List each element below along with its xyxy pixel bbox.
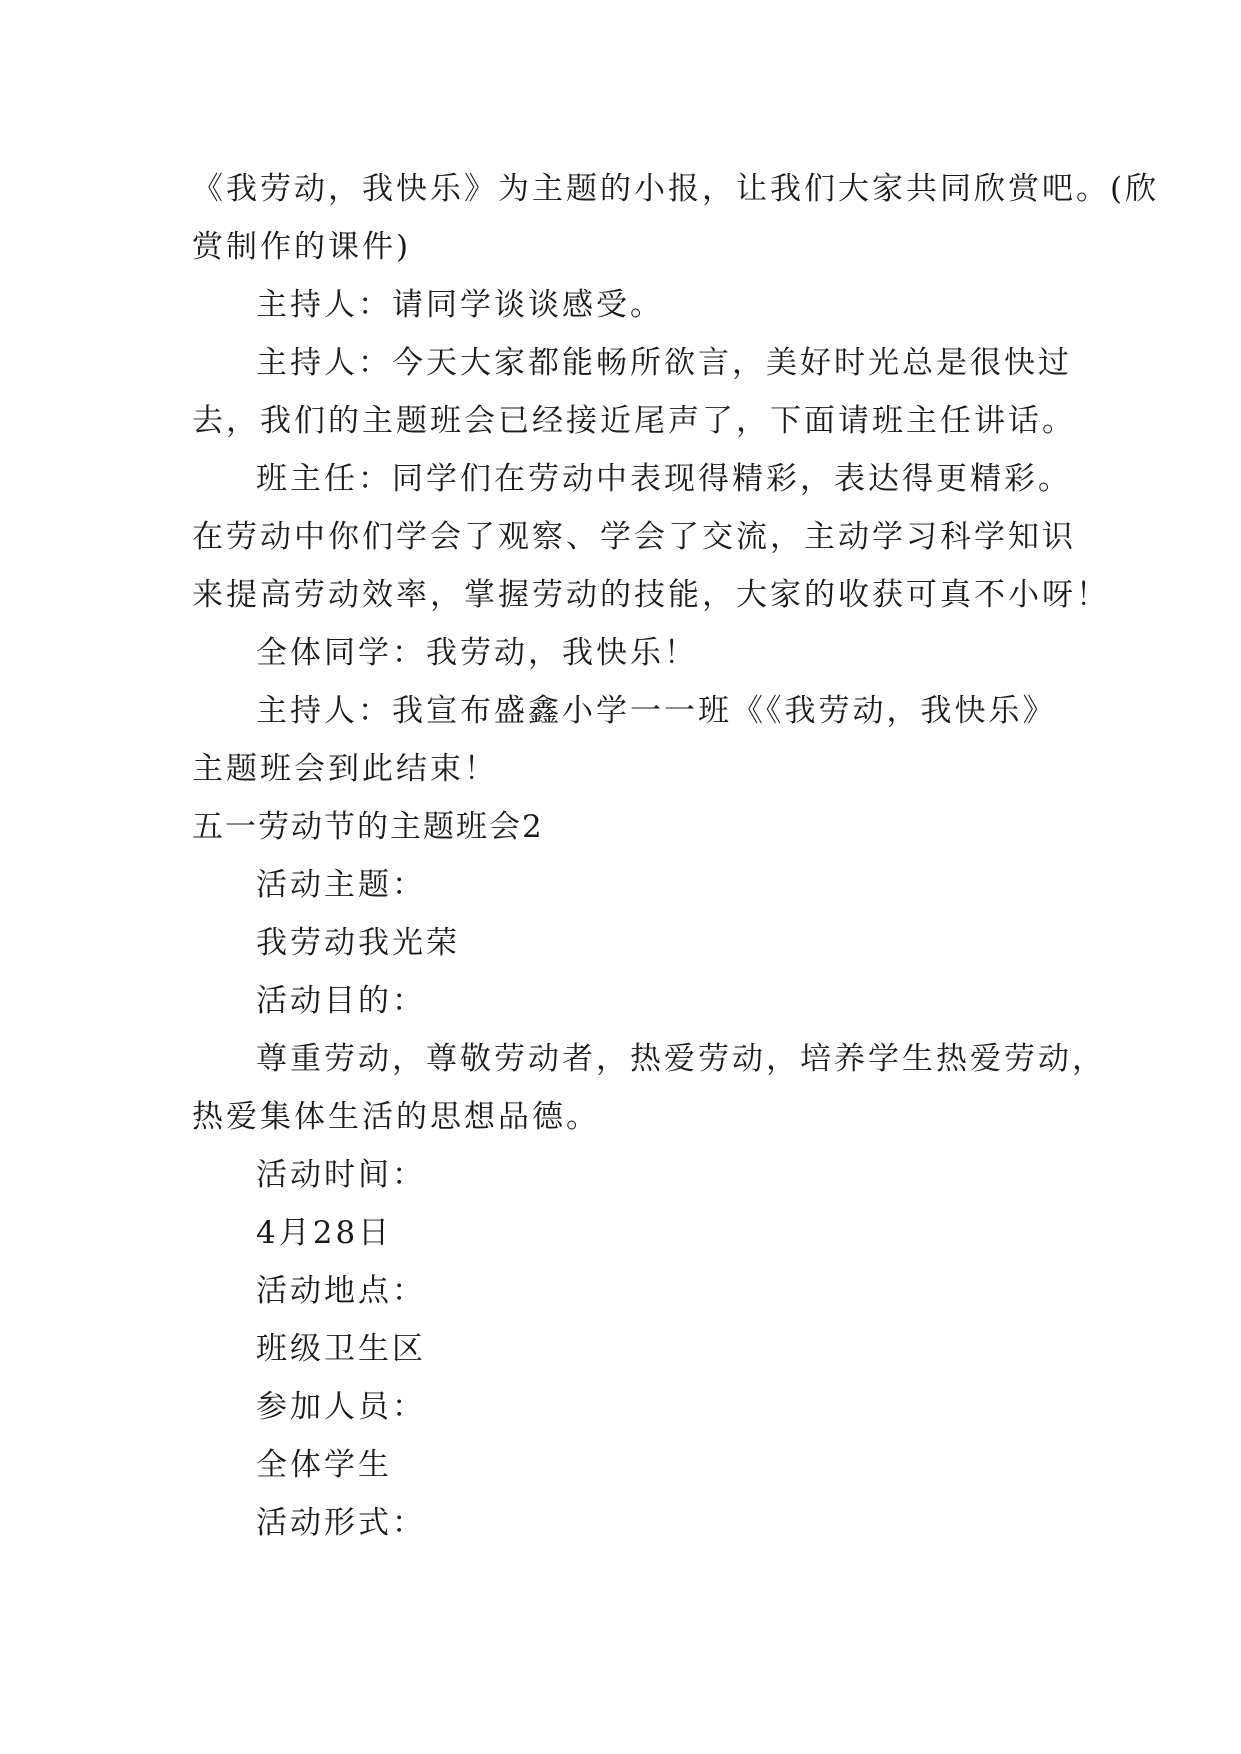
document-body — [192, 160, 1160, 1552]
paragraph-line: 《我劳动，我快乐》为主题的小报，让我们大家共同欣赏吧。(欣 — [192, 171, 1160, 207]
field-value: 4月28日 — [256, 1215, 393, 1251]
paragraph-line: 在劳动中你们学会了观察、学会了交流，主动学习科学知识 — [192, 519, 1076, 555]
paragraph-line: 主题班会到此结束！ — [192, 751, 498, 787]
paragraph-line: 主持人：请同学谈谈感受。 — [256, 287, 664, 323]
field-value: 我劳动我光荣 — [256, 925, 460, 961]
field-label: 活动形式： — [256, 1505, 426, 1541]
field-label: 活动地点： — [256, 1273, 426, 1309]
field-label: 活动目的： — [256, 983, 426, 1019]
paragraph-line: 去，我们的主题班会已经接近尾声了，下面请班主任讲话。 — [192, 403, 1076, 439]
paragraph-line: 来提高劳动效率，掌握劳动的技能，大家的收获可真不小呀！ — [192, 577, 1110, 613]
paragraph-line: 主持人：今天大家都能畅所欲言，美好时光总是很快过 — [256, 345, 1072, 381]
field-label: 活动主题： — [256, 867, 426, 903]
field-label: 活动时间： — [256, 1157, 426, 1193]
field-value: 全体学生 — [256, 1447, 392, 1483]
paragraph-line: 尊重劳动，尊敬劳动者，热爱劳动，培养学生热爱劳动， — [256, 1041, 1106, 1077]
paragraph-line: 主持人：我宣布盛鑫小学一一班《《我劳动，我快乐》 — [256, 693, 1057, 729]
paragraph-line: 班主任：同学们在劳动中表现得精彩，表达得更精彩。 — [256, 461, 1072, 497]
field-value: 班级卫生区 — [256, 1331, 426, 1367]
field-label: 参加人员： — [256, 1389, 426, 1425]
section-heading: 五一劳动节的主题班会2 — [192, 809, 544, 845]
paragraph-line: 赏制作的课件) — [192, 229, 412, 265]
paragraph-line: 全体同学：我劳动，我快乐！ — [256, 635, 698, 671]
paragraph-line: 热爱集体生活的思想品德。 — [192, 1099, 600, 1135]
